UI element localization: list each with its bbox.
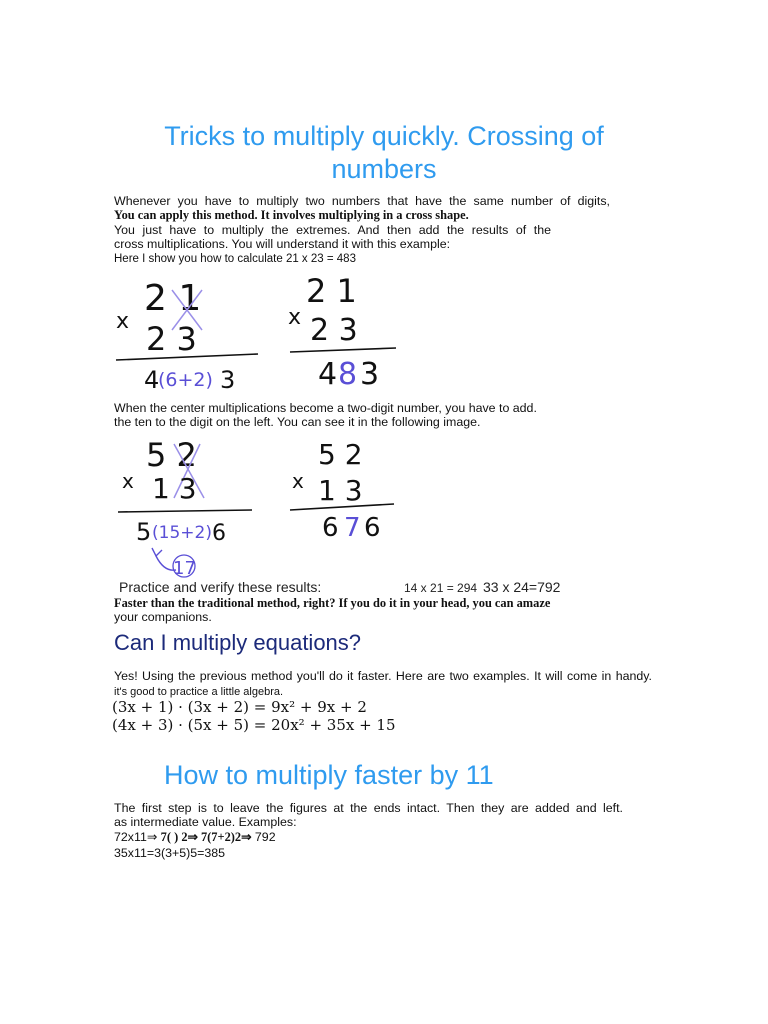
ex2-right-r3: 6 — [364, 513, 381, 543]
middle-line-1: When the center multiplications become a two-digit number, you have to add. — [114, 401, 537, 415]
ex1-part-b: 7( ) 2⇒ 7(7+2)2⇒ — [160, 830, 252, 844]
example-1-left — [116, 278, 258, 394]
ex1-left-result-a: 4 — [144, 366, 160, 394]
equation-2: (4x + 3) · (5x + 5) = 20x² + 35x + 15 — [112, 716, 396, 734]
section-2-heading: Can I multiply equations? — [114, 630, 362, 655]
practice-example-2: 33 x 24=792 — [483, 579, 561, 595]
ex1-left-bottom: 2 3 — [146, 320, 197, 358]
example-2-image — [112, 432, 402, 580]
example-1-right — [288, 272, 396, 392]
ex1-right-r2: 8 — [338, 357, 358, 392]
section-3-line-2: as intermediate value. Examples: — [114, 815, 297, 829]
ex2-right-r1: 6 — [322, 513, 339, 543]
middle-line-2: the ten to the digit on the left. You can see it in the following image. — [114, 415, 481, 429]
ex2-right-bottom: 1 3 — [318, 474, 363, 507]
ex2-left-result-mid: (15+2) — [152, 523, 212, 543]
section-3-example-2: 35x11=3(3+5)5=385 — [114, 846, 226, 860]
practice-label: Practice and verify these results: — [119, 579, 322, 595]
practice-example-1: 14 x 21 = 294 — [404, 581, 478, 595]
closing-line-1: Faster than the traditional method, right? If you do it in your head, you can amaze — [114, 596, 551, 610]
section-2-line-1: Yes! Using the previous method you'll do it faster. Here are two examples. It will come in handy. — [114, 669, 652, 683]
example-2-left — [118, 436, 252, 579]
ex1-part-a: 72x11⇒ — [114, 830, 161, 844]
example-1-image — [112, 268, 402, 398]
ex1-right-bottom: 2 3 — [310, 313, 358, 348]
ex1-right-top: 2 1 — [306, 272, 357, 310]
ex2-left-result-b: 6 — [212, 521, 226, 546]
ex2-left-rule — [118, 510, 252, 512]
intro-line-3: You just have to multiply the extremes. And then add the results of the — [114, 223, 551, 237]
ex2-right-top: 5 2 — [318, 438, 363, 471]
ex1-right-r3: 3 — [360, 357, 380, 392]
intro-line-1: Whenever you have to multiply two numbers that have the same number of digits, — [114, 194, 610, 208]
ex1-left-x: x — [116, 309, 130, 334]
ex1-left-top: 2 1 — [144, 278, 202, 319]
ex2-left-x: x — [122, 469, 134, 493]
intro-line-2: You can apply this method. It involves multiplying in a cross shape. — [114, 208, 469, 222]
section-2-line-2: it's good to practice a little algebra. — [114, 686, 284, 698]
section-3-example-1 — [114, 830, 654, 844]
intro-line-5: Here I show you how to calculate 21 x 23 = 483 — [114, 253, 356, 265]
example-2-right — [290, 438, 394, 543]
ex2-left-carry: 17 — [173, 558, 196, 579]
ex2-right-x: x — [292, 469, 304, 493]
page-title: Tricks to multiply quickly. Crossing of numbers — [164, 121, 604, 184]
intro-line-4: cross multiplications. You will understand it with this example: — [114, 237, 451, 251]
ex2-left-result-a: 5 — [136, 518, 152, 546]
ex2-left-top: 5 2 — [146, 436, 197, 474]
closing-line-2: your companions. — [114, 610, 212, 624]
ex1-right-r1: 4 — [318, 357, 338, 392]
ex1-left-result-b: 3 — [220, 366, 236, 394]
section-3-line-1: The first step is to leave the figures at the ends intact. Then they are added and left. — [114, 801, 623, 815]
ex1-part-c: 792 — [251, 830, 276, 844]
ex1-right-rule — [290, 348, 396, 352]
equation-1: (3x + 1) · (3x + 2) = 9x² + 9x + 2 — [112, 698, 367, 716]
ex1-left-result-mid: (6+2) — [158, 369, 213, 391]
ex2-right-r2: 7 — [344, 513, 361, 543]
section-3-heading: How to multiply faster by 11 — [164, 760, 494, 790]
ex1-right-x: x — [288, 305, 302, 330]
carry-arrow-head — [152, 548, 162, 556]
ex2-left-bottom: 1 3 — [152, 472, 197, 505]
